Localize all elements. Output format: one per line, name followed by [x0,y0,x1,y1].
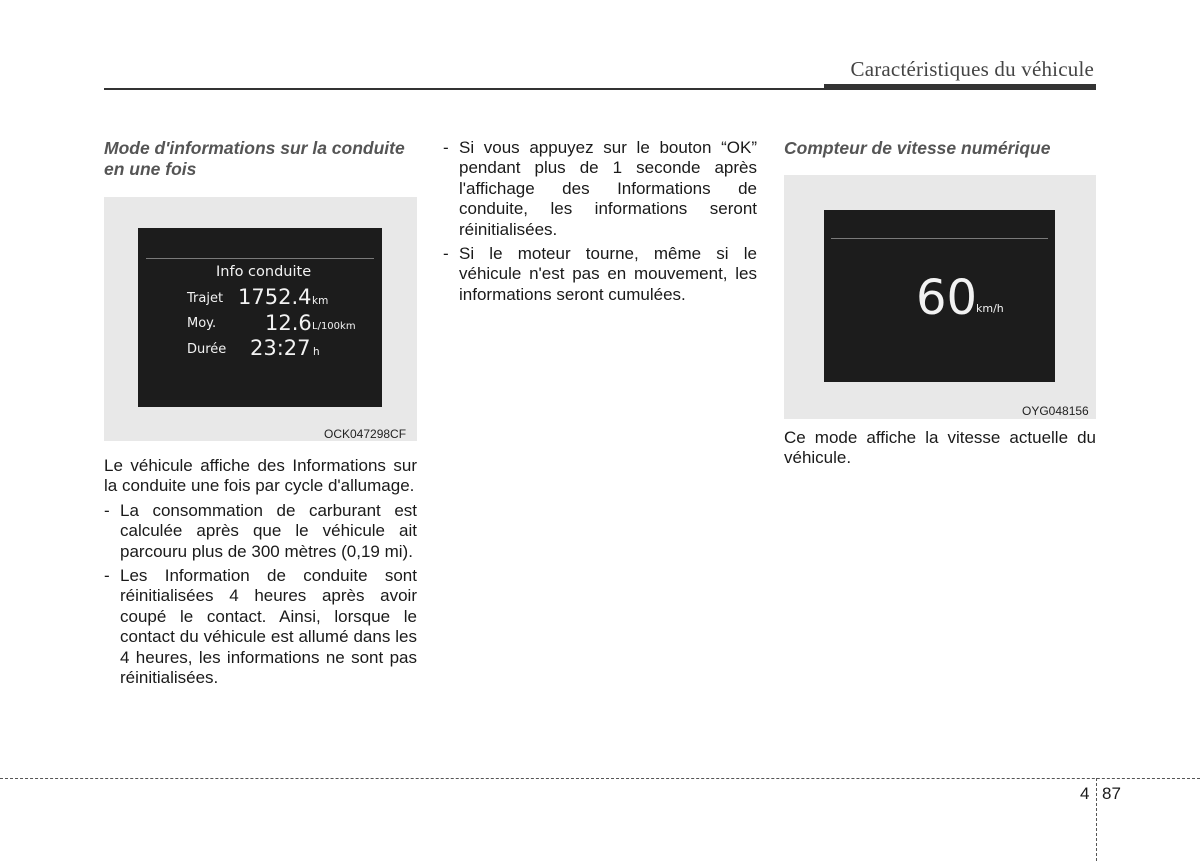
speed-paragraph: Ce mode affiche la vitesse actuelle du véhicule. [784,428,1096,468]
section-title: Caractéristiques du véhicule [850,57,1094,81]
trip-info-figure [104,197,417,441]
chapter-number: 4 [1080,784,1090,803]
avg-value: 12.6 [265,311,312,335]
screen-title: Info conduite [216,264,312,280]
intro-paragraph: Le véhicule affiche des Informations sur la conduite une fois par cycle d'allumage. [104,456,417,496]
speedometer-screen [824,210,1055,382]
header-rule-accent [824,84,1096,90]
column-middle [443,138,757,305]
column-left-text [104,456,417,688]
list-item: - La consommation de carburant est calculée après que le véhicule ait parcouru plus de 300 mètres (0,19 mi). [104,500,417,561]
avg-unit: L/100km [312,321,356,332]
footer-vertical-divider [1096,778,1097,861]
section-heading: Compteur de vitesse numérique [784,138,1051,158]
trip-info-screen [138,228,382,407]
speed-value: 60 [916,270,978,326]
footer-divider [0,778,1200,779]
list-item: - Si vous appuyez sur le bouton “OK” pendant plus de 1 seconde après l'affichage des Informations de conduite, les informations seront réinitialisées. [443,138,757,239]
duration-value: 23:27 [250,336,311,360]
trip-unit: km [312,295,329,307]
trip-label: Trajet [187,291,224,306]
speed-unit: km/h [976,302,1004,315]
column-right [784,138,1096,159]
duration-unit: h [313,346,320,358]
figure-code: OYG048156 [1022,404,1089,418]
avg-label: Moy. [187,316,217,331]
duration-label: Durée [187,342,227,357]
trip-value: 1752.4 [238,285,312,309]
column-left [104,138,417,180]
figure-code: OCK047298CF [324,427,407,441]
page-number: 87 [1102,784,1121,803]
section-heading: Mode d'informations sur la conduite en une fois [104,138,405,179]
column-right-text [784,428,1096,469]
list-item: - Les Information de conduite sont réinitialisées 4 heures après avoir coupé le contact. Ainsi, lorsque le contact du véhicule est allumé dans les 4 heures, les informations ne sont pas réinitialisées. [104,566,417,688]
screen-divider [831,238,1048,239]
screen-divider [146,258,374,259]
list-item: - Si le moteur tourne, même si le véhicule n'est pas en mouvement, les informations seront cumulées. [443,244,757,304]
speedometer-figure [784,175,1096,419]
